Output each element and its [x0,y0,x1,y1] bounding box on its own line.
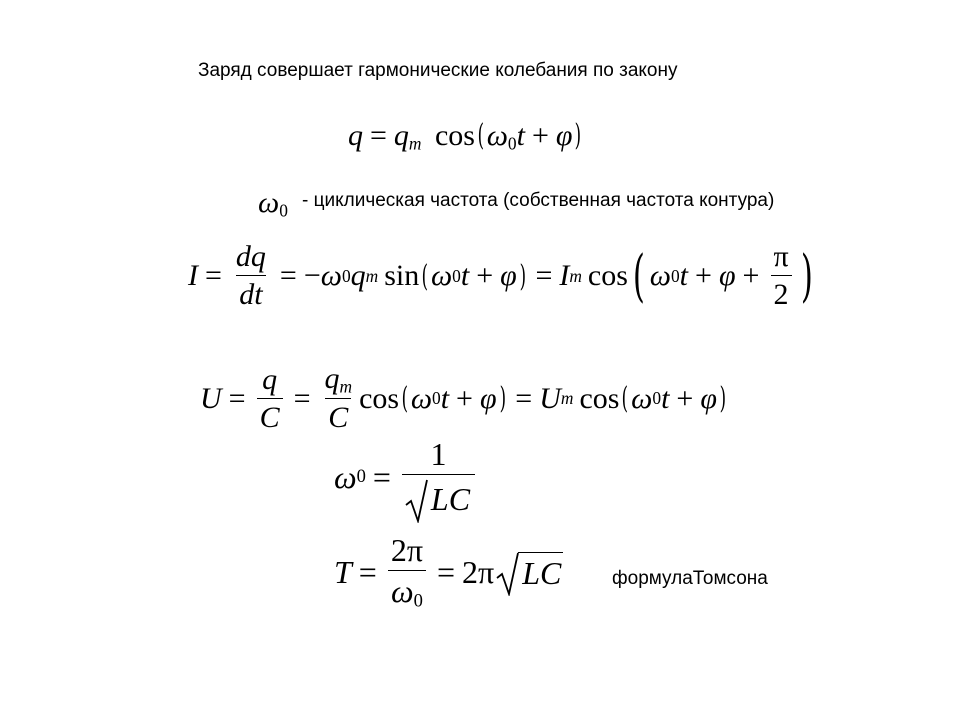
thomson-formula: T = $\frac{2\pi}{\omega_0}$ = 2π LC [334,532,562,612]
square-root-icon: LC [405,479,472,518]
voltage-formula: U = $\frac{q}{C}$ = $\frac{q_m}{C}$ cos ( ω 0 t + φ ) = U m cos ( ω 0 t + φ ) [200,362,727,435]
omega-note-text: - циклическая частота (собственная частота контура) [302,190,775,211]
intro-text: Заряд совершает гармонические колебания по закону [198,60,678,81]
omega-zero-symbol: $\omega_0$ [258,186,288,221]
charge-oscillation-formula: $q = q_m$ $\cos(\omega_0t + \varphi)$ [348,118,582,154]
square-root-icon: LC [496,552,563,592]
natural-frequency-formula: ω 0 = $\frac{1}{LC}$ [334,436,479,518]
current-formula: I = $\frac{dq}{dt}$ = − ω 0 q m sin ( ω 0 t + φ ) = I m cos ( ω 0 t + φ + $\frac{\pi}{2}$ ) [188,240,813,311]
thomson-label: формулаТомсона [612,568,768,589]
